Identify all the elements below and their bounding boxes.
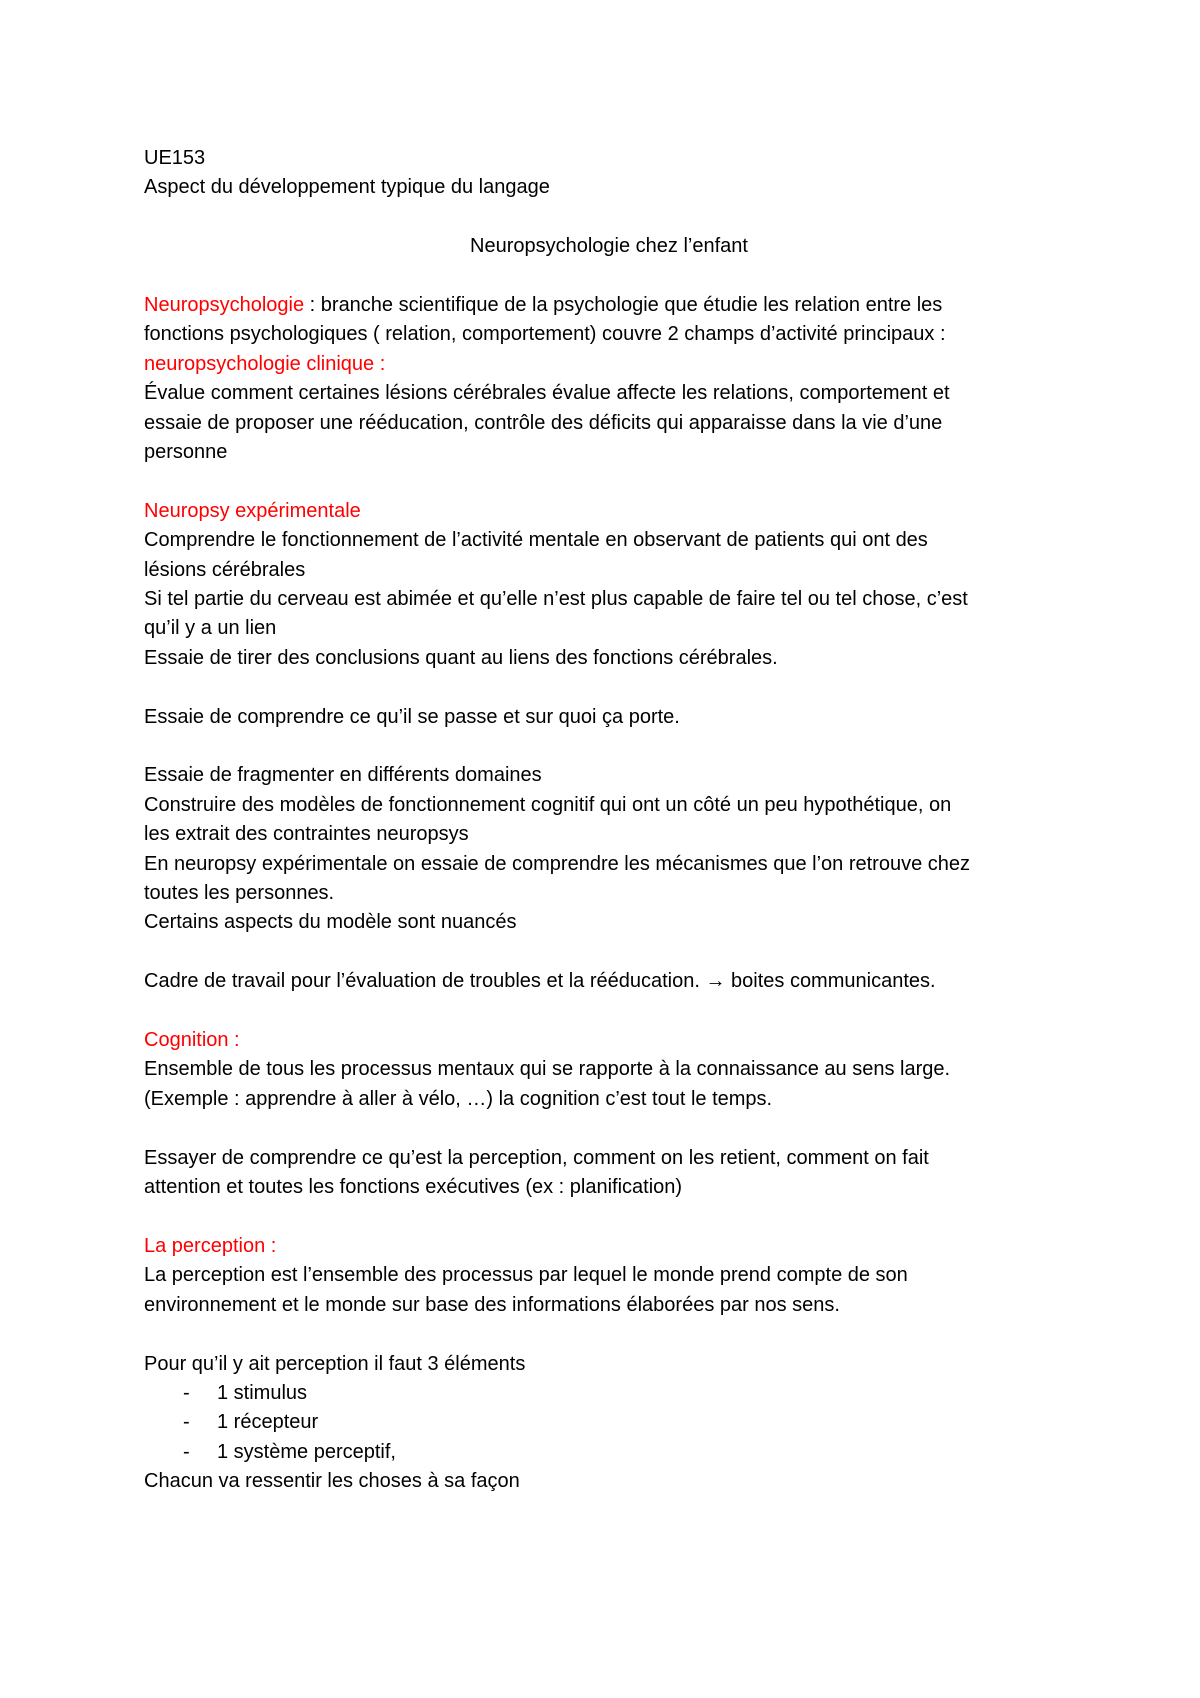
blank-line [144,997,1074,1026]
course-title: Aspect du développement typique du langage [144,176,550,199]
neuropsychologie-term: Neuropsychologie [144,294,305,316]
list-item-text: 1 récepteur [217,1411,319,1434]
course-code: UE153 [144,147,206,169]
perception-line: La perception est l’ensemble des processus par lequel le monde prend compte de son [144,1264,908,1287]
experimentale-paragraph-2: Essaie de comprendre ce qu’il se passe et sur quoi ça porte. [144,705,680,728]
blank-line [144,1203,1074,1232]
dash-bullet: - [183,1440,190,1463]
cognition-line: Ensemble de tous les processus mentaux qui se rapporte à la connaissance au sens large. [144,1058,951,1081]
blank-line [144,262,1074,291]
experimentale-paragraph-4: Cadre de travail pour l’évaluation de troubles et la rééducation. → boites communicantes. [144,970,936,993]
perception-elements-list [144,1379,1074,1467]
experimentale-paragraph-3-line: Construire des modèles de fonctionnement cognitif qui ont un côté un peu hypothétique, on [144,793,952,816]
cognition-paragraph-2-line: attention et toutes les fonctions exécutives (ex : planification) [144,1176,683,1199]
experimentale-line: lésions cérébrales [144,558,306,581]
experimentale-paragraph-3-line: les extrait des contraintes neuropsys [144,823,469,846]
clinique-heading: neuropsychologie clinique : [144,352,386,375]
document-title: Neuropsychologie chez l’enfant [470,235,748,258]
list-item [144,1408,1074,1437]
list-item [144,1438,1074,1467]
neuropsychologie-definition-text: : branche scientifique de la psychologie que étudie les relation entre les [304,294,943,316]
perception-line: environnement et le monde sur base des informations élaborées par nos sens. [144,1293,840,1316]
list-item-text: 1 système perceptif, [217,1440,396,1463]
dash-bullet: - [183,1381,190,1404]
experimentale-line: Essaie de tirer des conclusions quant au liens des fonctions cérébrales. [144,646,778,669]
cognition-paragraph-2-line: Essayer de comprendre ce qu’est la perception, comment on les retient, comment on fait [144,1146,929,1169]
neuropsychologie-definition-line-1 [144,291,1074,320]
dash-bullet: - [183,1411,190,1434]
experimentale-paragraph-3-line: Certains aspects du modèle sont nuancés [144,911,517,934]
clinique-line: Évalue comment certaines lésions cérébrales évalue affecte les relations, comportement et [144,382,950,405]
clinique-line: personne [144,441,228,464]
perception-heading: La perception : [144,1234,277,1257]
list-item-text: 1 stimulus [217,1381,308,1404]
experimentale-line: Si tel partie du cerveau est abimée et qu’elle n’est plus capable de faire tel ou tel chose, c’est [144,588,968,611]
experimentale-heading: Neuropsy expérimentale [144,499,361,522]
experimentale-paragraph-3-line: Essaie de fragmenter en différents domaines [144,764,542,787]
experimentale-line: qu’il y a un lien [144,617,277,640]
experimentale-paragraph-3-line: toutes les personnes. [144,882,335,905]
cognition-heading: Cognition : [144,1029,240,1052]
blank-line [144,1114,1074,1143]
blank-line [144,203,1074,232]
perception-closing: Chacun va ressentir les choses à sa façon [144,1470,520,1493]
list-item [144,1379,1074,1408]
experimentale-paragraph-3-line: En neuropsy expérimentale on essaie de comprendre les mécanismes que l’on retrouve chez [144,852,971,875]
blank-line [144,673,1074,702]
blank-line [144,1320,1074,1349]
neuropsychologie-definition-line-2: fonctions psychologiques ( relation, comportement) couvre 2 champs d’activité principaux : [144,323,946,346]
cognition-line: (Exemple : apprendre à aller à vélo, …) la cognition c’est tout le temps. [144,1087,773,1110]
blank-line [144,732,1074,761]
perception-list-intro: Pour qu’il y ait perception il faut 3 éléments [144,1352,526,1375]
blank-line [144,467,1074,496]
experimentale-line: Comprendre le fonctionnement de l’activité mentale en observant de patients qui ont des [144,529,928,552]
blank-line [144,938,1074,967]
document-page [144,144,1074,1497]
clinique-line: essaie de proposer une rééducation, contrôle des déficits qui apparaisse dans la vie d’une [144,411,943,434]
